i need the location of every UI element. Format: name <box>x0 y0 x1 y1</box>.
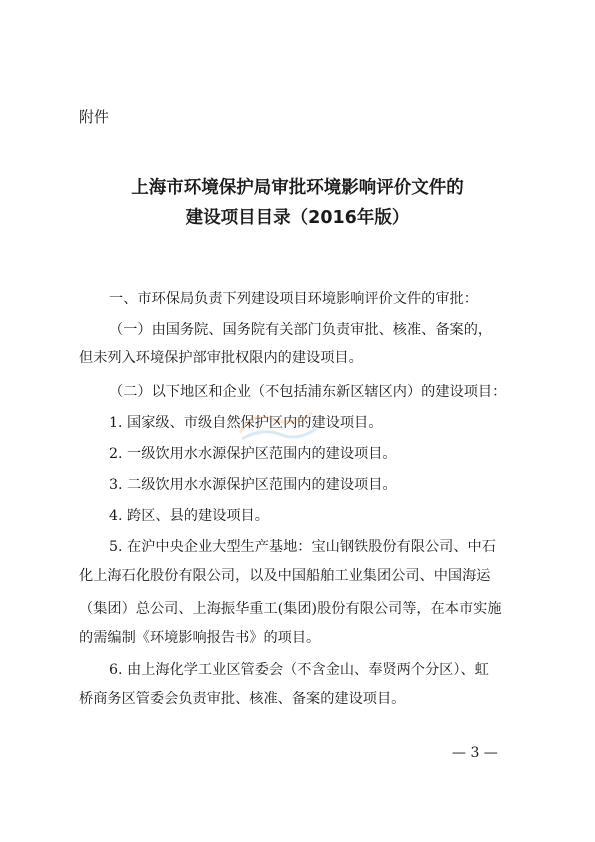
document-title-line-1: 上海市环境保护局审批环境影响评价文件的 <box>131 178 464 198</box>
paragraph-10: 化上海石化股份有限公司，以及中国船舶工业集团公司、中国海运 <box>79 568 491 584</box>
document-title-line-2: 建设项目目录（2016年版） <box>185 208 410 228</box>
paragraph-6: 2. 一级饮用水水源保护区范围内的建设项目。 <box>109 446 397 462</box>
paragraph-9: 5. 在沪中央企业大型生产基地：宝山钢铁股份有限公司、中石 <box>109 539 496 555</box>
paragraph-7: 3. 二级饮用水水源保护区范围内的建设项目。 <box>109 477 397 493</box>
attachment-label: 附件 <box>79 108 110 126</box>
paragraph-14: 桥商务区管委会负责审批、核准、备案的建设项目。 <box>79 691 406 707</box>
page-number: — 3 — <box>452 745 498 761</box>
paragraph-11: （集团）总公司、上海振华重工(集团)股份有限公司等，在本市实施 <box>79 601 502 617</box>
paragraph-3: 但未列入环境保护部审批权限内的建设项目。 <box>79 350 363 366</box>
paragraph-1: 一、市环保局负责下列建设项目环境影响评价文件的审批： <box>109 291 478 307</box>
paragraph-13: 6. 由上海化学工业区管委会（不含金山、奉贤两个分区）、虹 <box>109 662 489 678</box>
paragraph-5: 1. 国家级、市级自然保护区内的建设项目。 <box>109 415 383 431</box>
paragraph-2: （一）由国务院、国务院有关部门负责审批、核准、备案的， <box>109 322 493 338</box>
paragraph-8: 4. 跨区、县的建设项目。 <box>109 508 269 524</box>
paragraph-4: （二）以下地区和企业（不包括浦东新区辖区内）的建设项目： <box>109 384 507 400</box>
paragraph-12: 的需编制《环境影响报告书》的项目。 <box>79 630 321 646</box>
